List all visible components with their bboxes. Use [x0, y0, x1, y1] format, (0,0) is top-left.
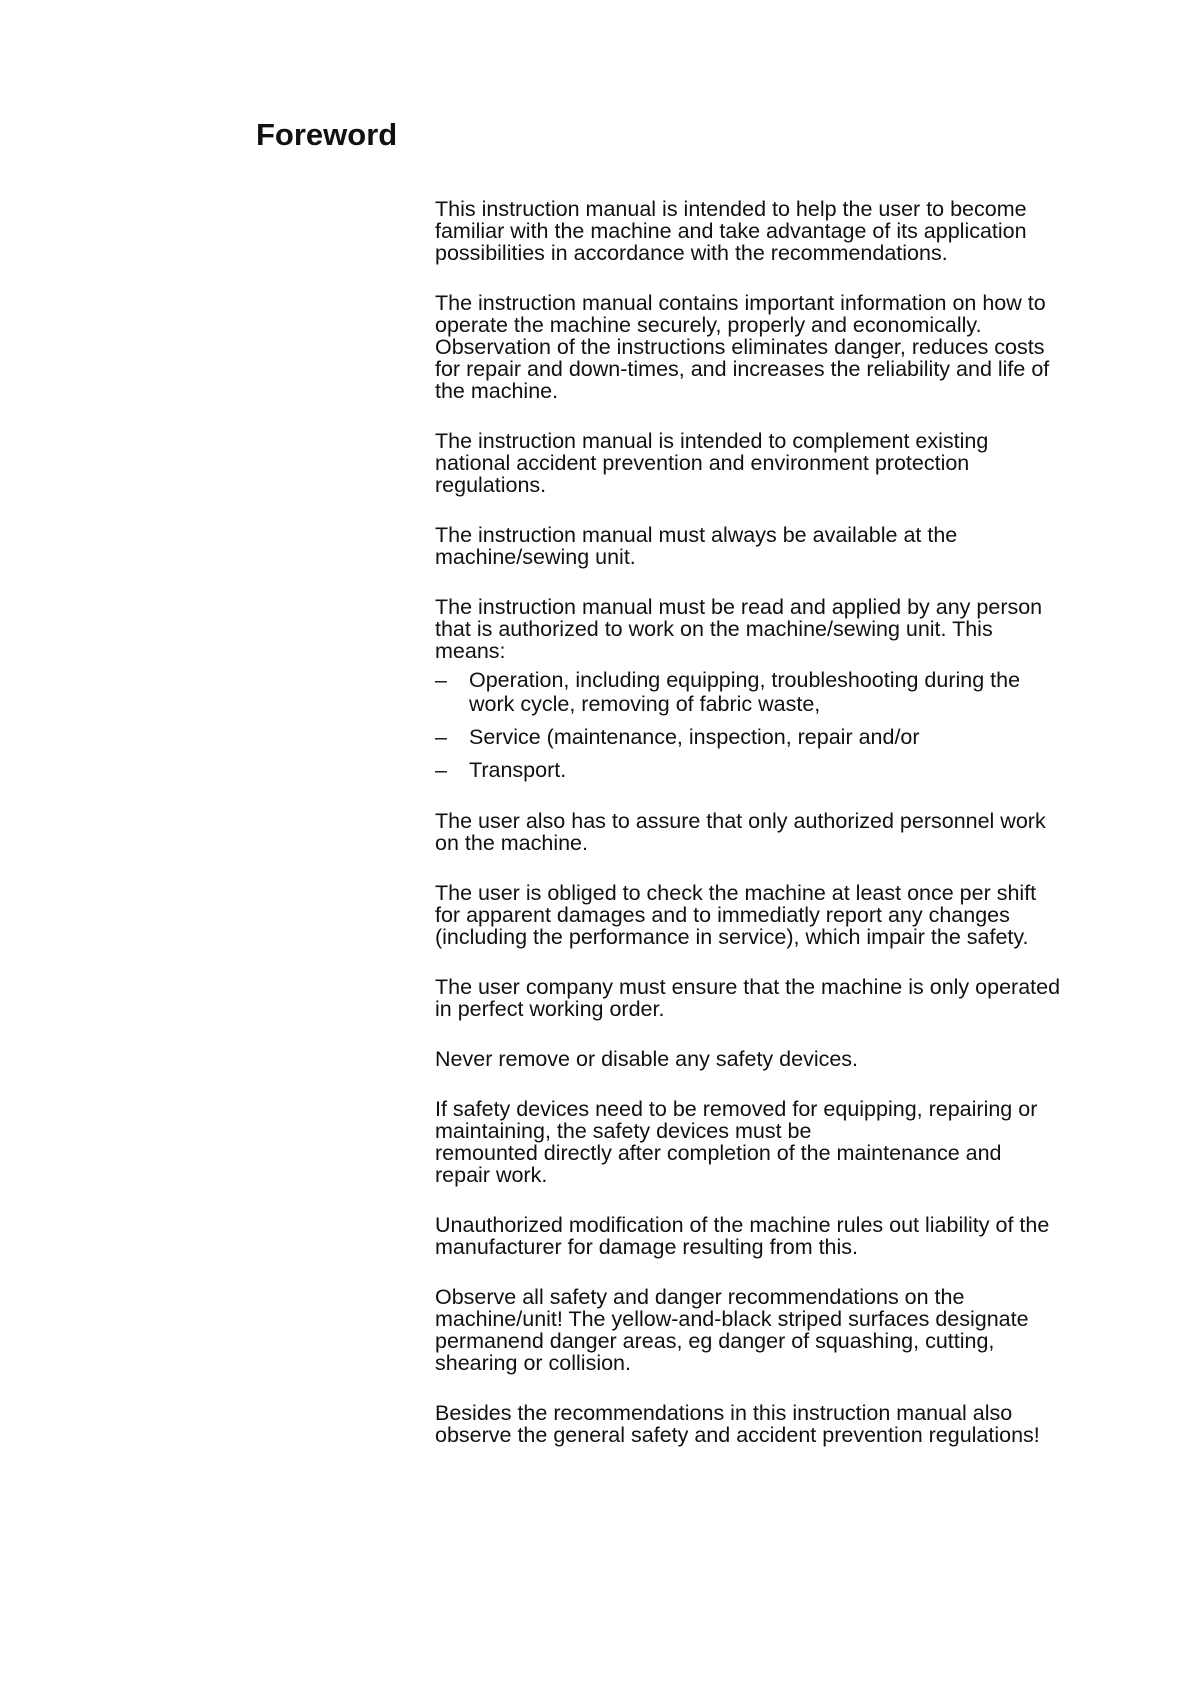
- list-item: [435, 668, 1105, 716]
- list-item-text: Service (maintenance, inspection, repair and/or: [469, 725, 920, 749]
- list-item: [435, 758, 1105, 782]
- page-title: Foreword: [256, 117, 398, 152]
- dash-bullet-icon: –: [435, 725, 447, 749]
- dash-bullet-icon: –: [435, 758, 447, 782]
- paragraph-danger-areas: Observe all safety and danger recommendations on the machine/unit! The yellow-and-black striped surfaces designate permanend danger areas, eg danger of squashing, cutting, shearing or collision.: [435, 1285, 1029, 1375]
- paragraph-shift-check: The user is obliged to check the machine at least once per shift for apparent damages and to immediatly report any changes (including the performance in service), which impair the safety.: [435, 881, 1037, 949]
- dash-bullet-icon: –: [435, 668, 447, 692]
- paragraph-authorized-personnel: The user also has to assure that only authorized personnel work on the machine.: [435, 809, 1046, 855]
- list-item-text: Operation, including equipping, troubleshooting during the work cycle, removing of fabric waste,: [469, 668, 1021, 716]
- paragraph-remount-devices: If safety devices need to be removed for equipping, repairing or maintaining, the safety devices must be remounted directly after completion of the maintenance and repair work.: [435, 1097, 1038, 1187]
- paragraph-complement-regulations: The instruction manual is intended to complement existing national accident prevention and environment protection regulations.: [435, 429, 989, 497]
- list-item-text: Transport.: [469, 758, 567, 782]
- paragraph-authorized-persons: The instruction manual must be read and applied by any person that is authorized to work on the machine/sewing unit. This means:: [435, 595, 1043, 663]
- list-item: [435, 725, 1105, 749]
- foreword-body: [435, 198, 1105, 1474]
- paragraph-general-regulations: Besides the recommendations in this instruction manual also observe the general safety and accident prevention regulations!: [435, 1401, 1040, 1447]
- work-types-list: [435, 668, 1105, 782]
- paragraph-purpose: This instruction manual is intended to help the user to become familiar with the machine and take advantage of its application possibilities in accordance with the recommendations.: [435, 197, 1027, 265]
- paragraph-availability: The instruction manual must always be available at the machine/sewing unit.: [435, 523, 958, 569]
- paragraph-important-info: The instruction manual contains important information on how to operate the machine securely, properly and economically. Observation of the instructions eliminates danger, reduces costs for repair and down-times, and increases the reliability and life of the machine.: [435, 291, 1050, 403]
- paragraph-working-order: The user company must ensure that the machine is only operated in perfect working order.: [435, 975, 1061, 1021]
- paragraph-safety-devices: Never remove or disable any safety devices.: [435, 1047, 859, 1071]
- paragraph-liability: Unauthorized modification of the machine rules out liability of the manufacturer for damage resulting from this.: [435, 1213, 1050, 1259]
